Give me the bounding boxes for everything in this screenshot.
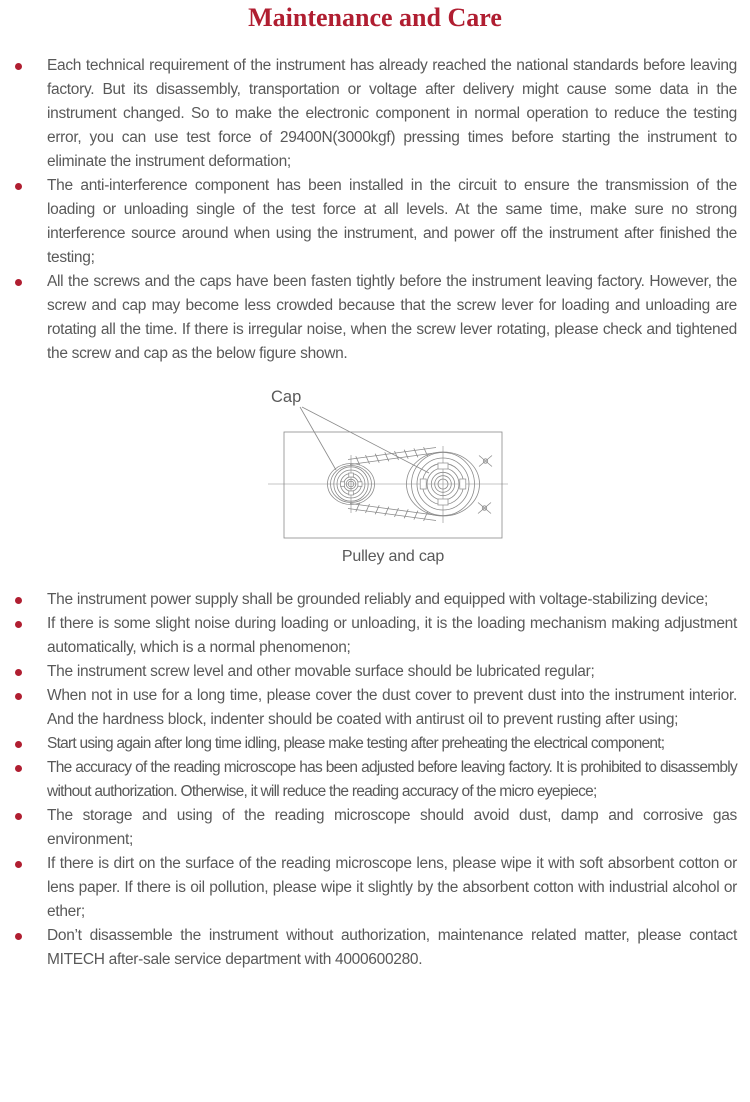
bullet-icon bbox=[15, 183, 22, 190]
list-item-text: The instrument power supply shall be grounded reliably and equipped with voltage-stabilizing device; bbox=[47, 591, 709, 608]
list-item-text: The storage and using of the reading microscope should avoid dust, damp and corrosive gas environment; bbox=[47, 807, 737, 848]
bullet-icon bbox=[15, 813, 22, 820]
bullet-icon bbox=[15, 861, 22, 868]
list-item-text: The accuracy of the reading microscope has been adjusted before leaving factory. It is prohibited to disassembly without authorization. Otherwise, it will reduce the reading accuracy of the micro eyepiece; bbox=[47, 759, 737, 800]
bullet-icon bbox=[15, 597, 22, 604]
list-item bbox=[0, 852, 750, 924]
figure-label-cap: Cap bbox=[271, 388, 302, 406]
list-item bbox=[0, 174, 750, 270]
list-item bbox=[0, 660, 750, 684]
maintenance-list-bottom bbox=[0, 588, 750, 972]
list-item-text: If there is some slight noise during loading or unloading, it is the loading mechanism making adjustment automatically, which is a normal phenomenon; bbox=[47, 615, 737, 656]
pulley-diagram bbox=[255, 380, 515, 545]
list-item-text: Start using again after long time idling, please make testing after preheating the electrical component; bbox=[47, 735, 665, 752]
list-item bbox=[0, 924, 750, 972]
list-item bbox=[0, 612, 750, 660]
bullet-icon bbox=[15, 741, 22, 748]
screw-mark bbox=[478, 503, 491, 514]
screw-mark bbox=[479, 456, 492, 467]
list-item bbox=[0, 756, 750, 804]
list-item-text: Each technical requirement of the instrument has already reached the national standards before leaving factory. But its disassembly, transportation or voltage after delivery might cause some data in the instrument changed. So to make the electronic component in normal operation to reduce the testing error, you can use test force of 29400N(3000kgf) pressing times before starting the instrument to eliminate the instrument deformation; bbox=[47, 57, 737, 170]
list-item-text: When not in use for a long time, please cover the dust cover to prevent dust into the instrument interior. And the hardness block, indenter should be coated with antirust oil to prevent rusting after using; bbox=[47, 687, 737, 728]
bullet-icon bbox=[15, 765, 22, 772]
bullet-icon bbox=[15, 621, 22, 628]
pulley-figure bbox=[0, 380, 750, 569]
cap-leader-lines bbox=[300, 407, 429, 473]
list-item-text: If there is dirt on the surface of the reading microscope lens, please wipe it with soft absorbent cotton or lens paper. If there is oil pollution, please wipe it slightly by the absorbent cotton with industrial alcohol or ether; bbox=[47, 855, 737, 920]
page-title: Maintenance and Care bbox=[248, 3, 502, 32]
list-item-text: The anti-interference component has been installed in the circuit to ensure the transmission of the loading or unloading single of the test force at all levels. At the same time, make sure no strong interference source around when using the instrument, and power off the instrument after finished the testing; bbox=[47, 177, 737, 266]
list-item bbox=[0, 54, 750, 174]
figure-caption: Pulley and cap bbox=[341, 548, 445, 565]
bullet-icon bbox=[15, 933, 22, 940]
list-item bbox=[0, 732, 750, 756]
list-item bbox=[0, 270, 750, 366]
list-item-text: Don’t disassemble the instrument without authorization, maintenance related matter, please contact MITECH after-sale service department with 4000600280. bbox=[47, 927, 737, 968]
list-item-text: The instrument screw level and other movable surface should be lubricated regular; bbox=[47, 663, 595, 680]
list-item bbox=[0, 804, 750, 852]
bullet-icon bbox=[15, 63, 22, 70]
bullet-icon bbox=[15, 693, 22, 700]
list-item bbox=[0, 684, 750, 732]
maintenance-list-top bbox=[0, 54, 750, 366]
bullet-icon bbox=[15, 669, 22, 676]
bullet-icon bbox=[15, 279, 22, 286]
list-item-text: All the screws and the caps have been fasten tightly before the instrument leaving factory. However, the screw and cap may become less crowded because that the screw lever for loading and unloading are rotating all the time. If there is irregular noise, when the screw lever rotating, please check and tightened the screw and cap as the below figure shown. bbox=[47, 273, 737, 362]
list-item bbox=[0, 588, 750, 612]
document-page bbox=[0, 2, 750, 972]
